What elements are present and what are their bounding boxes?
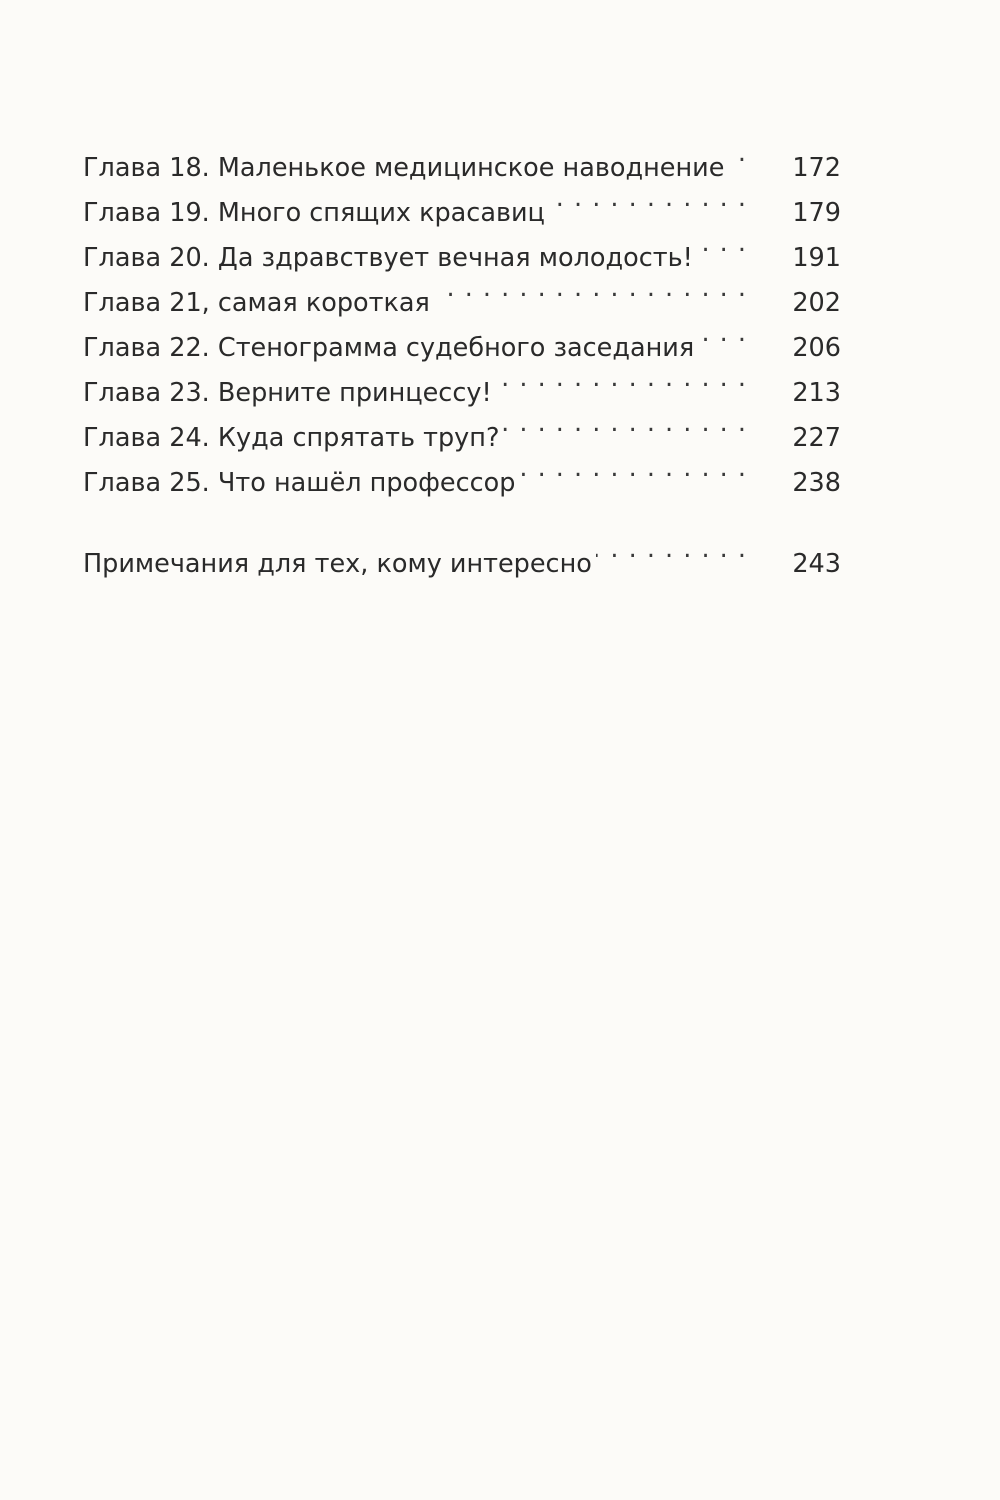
toc-entry-title: Глава 24. Куда спрятать труп? bbox=[83, 423, 500, 453]
toc-entry-title: Глава 21, самая короткая bbox=[83, 288, 430, 318]
toc-entry-page: 206 bbox=[792, 333, 841, 363]
toc-entry-page: 227 bbox=[792, 423, 841, 453]
dot-leader bbox=[549, 176, 747, 221]
toc-appendix-entry[interactable] bbox=[83, 527, 841, 579]
table-of-contents bbox=[83, 131, 841, 579]
dot-leader bbox=[503, 401, 747, 446]
toc-entry-page: 191 bbox=[792, 243, 841, 273]
dot-leader bbox=[697, 221, 747, 266]
dot-leader bbox=[519, 446, 747, 491]
toc-entry-page: 179 bbox=[792, 198, 841, 228]
dot-leader bbox=[698, 311, 747, 356]
toc-entry-title: Глава 20. Да здравствует вечная молодость! bbox=[83, 243, 693, 273]
toc-entry-page: 202 bbox=[792, 288, 841, 318]
toc-entry[interactable] bbox=[83, 131, 841, 183]
toc-entry-title: Глава 19. Много спящих красавиц bbox=[83, 198, 545, 228]
toc-appendix-title: Примечания для тех, кому интересно bbox=[83, 549, 592, 579]
toc-entry-title: Глава 23. Верните принцессу! bbox=[83, 378, 492, 408]
toc-entry-page: 172 bbox=[792, 153, 841, 183]
toc-entry-title: Глава 25. Что нашёл профессор bbox=[83, 468, 516, 498]
dot-leader bbox=[596, 527, 747, 572]
toc-entry-title: Глава 22. Стенограмма судебного заседания bbox=[83, 333, 695, 363]
dot-leader bbox=[496, 356, 747, 401]
dot-leader bbox=[728, 131, 747, 176]
toc-appendix-page: 243 bbox=[792, 549, 841, 579]
dot-leader bbox=[434, 266, 747, 311]
toc-entry-title: Глава 18. Маленькое медицинское наводнение bbox=[83, 153, 725, 183]
toc-entry-page: 213 bbox=[792, 378, 841, 408]
toc-entry-page: 238 bbox=[792, 468, 841, 498]
